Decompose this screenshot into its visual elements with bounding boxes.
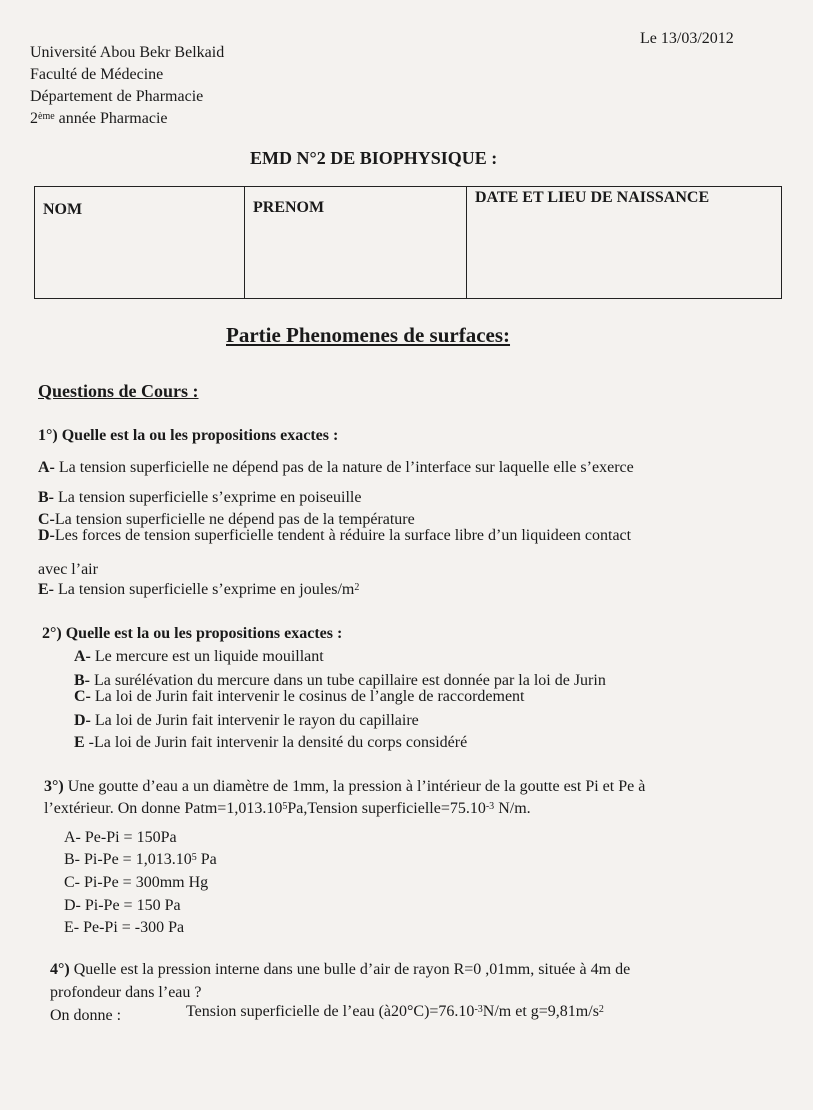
q1-option-c: C-La tension superficielle ne dépend pas de la température — [38, 511, 415, 528]
exam-date: Le 13/03/2012 — [640, 30, 734, 47]
question-4-line-2: profondeur dans l’eau ? — [50, 984, 202, 1001]
q1-option-d-continued: avec l’air — [38, 561, 98, 578]
q3-option-a: A- Pe-Pi = 150Pa — [64, 829, 177, 846]
department-name: Département de Pharmacie — [30, 88, 204, 105]
q1-option-d: D-Les forces de tension superficielle tendent à réduire la surface libre d’un liquideen contact — [38, 527, 632, 544]
q2-option-b: B- La surélévation du mercure dans un tube capillaire est donnée par la loi de Jurin — [74, 672, 606, 689]
nom-label: NOM — [43, 201, 83, 218]
prenom-label: PRENOM — [253, 199, 325, 216]
q2-option-d: D- La loi de Jurin fait intervenir le rayon du capillaire — [74, 712, 419, 729]
q2-option-e: E -La loi de Jurin fait intervenir la densité du corps considéré — [74, 734, 468, 751]
question-4-givens: Tension superficielle de l’eau $(à20^\circ C)=76.10^{-3}N/m$ et $g=9,81m/s^2$ — [186, 1003, 604, 1020]
question-3-line-2: l’extérieur. On donne $Patm=1,013.10^5Pa,Tension$ $superficielle=75.10^{-3}$ N/m. — [44, 800, 531, 817]
question-3-line-1: 3°) Une goutte d’eau a un diamètre de 1mm, la pression à l’intérieur de la goutte est Pi et Pe à — [44, 778, 646, 795]
question-1-heading: 1°) Quelle est la ou les propositions exactes : — [38, 427, 339, 444]
q1-option-b: B- La tension superficielle s’exprime en poiseuille — [38, 489, 362, 506]
identity-table — [34, 186, 782, 299]
date-lieu-cell[interactable] — [467, 187, 781, 298]
section-title: Questions de Cours : — [38, 381, 199, 401]
date-lieu-label: DATE ET LIEU DE NAISSANCE — [475, 189, 710, 206]
study-year: 2ème année Pharmacie — [30, 110, 168, 127]
q2-option-c: C- La loi de Jurin fait intervenir le cosinus de l’angle de raccordement — [74, 688, 525, 705]
q3-option-c: C- Pi-Pe = 300mm Hg — [64, 874, 209, 891]
q3-option-b: B- $Pi-Pe = 1,013.10^5$ Pa — [64, 851, 217, 868]
part-title: Partie Phenomenes de surfaces: — [226, 323, 511, 347]
question-4-givens-label: On donne : — [50, 1007, 122, 1024]
q1-option-a: A- La tension superficielle ne dépend pas de la nature de l’interface sur laquelle elle s’exerce — [38, 459, 634, 476]
exam-title: EMD N°2 DE BIOPHYSIQUE : — [250, 148, 498, 168]
question-2-heading: 2°) Quelle est la ou les propositions exactes : — [42, 625, 343, 642]
university-name: Université Abou Bekr Belkaid — [30, 44, 225, 61]
q3-option-e: E- Pe-Pi = -300 Pa — [64, 919, 185, 936]
q1-option-e: E- La tension superficielle s’exprime en joules/$m^2$ — [38, 581, 360, 598]
faculty-name: Faculté de Médecine — [30, 66, 164, 83]
question-4-line-1: 4°) Quelle est la pression interne dans une bulle d’air de rayon R=0 ,01mm, située à 4m de — [50, 961, 631, 978]
nom-cell[interactable] — [35, 187, 245, 298]
prenom-cell[interactable] — [245, 187, 467, 298]
q3-option-d: D- Pi-Pe = 150 Pa — [64, 897, 181, 914]
q2-option-a: A- Le mercure est un liquide mouillant — [74, 648, 324, 665]
